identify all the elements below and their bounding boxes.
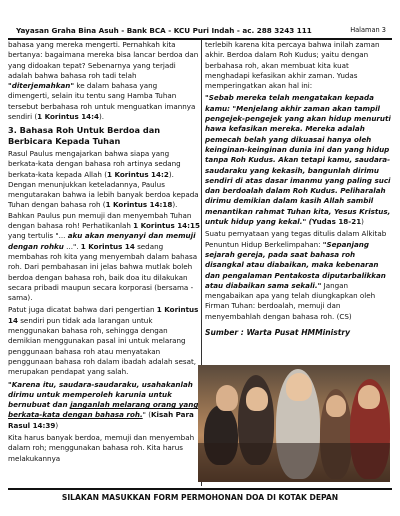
- quote: aku akan menyanyi dan memuji dengan rohku: [8, 231, 196, 251]
- scripture-reference: Kisah Para Rasul 14:39: [8, 410, 194, 430]
- right-column: [205, 40, 391, 338]
- text: Rasul Paulus mengajarkan bahwa siapa yang berkata-kata dengan bahasa roh artinya sedang berkata-kata kepada Allah (: [8, 148, 181, 179]
- page-footer: SILAKAN MASUKKAN FORM PERMOHONAN DOA DI KOTAK DEPAN: [61, 493, 339, 502]
- text: ): [55, 420, 59, 430]
- source-credit: Sumber : Warta Pusat HMMinistry: [205, 328, 351, 338]
- quote: "Sepanjang sejarah gereja, pada saat bahasa roh disangkal atau diabaikan, maka kebenaran dan pengalaman Pentakosta diputarbalikkan atau diabaikan sama sekali.": [205, 239, 386, 290]
- footer-rule: [8, 488, 392, 490]
- paragraph: terlebih karena kita percaya bahwa inilah zaman akhir. Berdoa dalam Roh Kudus; yaitu dengan berbahasa roh, akan membuat kita kuat menghadapi kefasikan akhir zaman. Yudas memperingatkan akan hal ini:: [205, 40, 380, 91]
- scripture-reference: 1 Korintus 14: [8, 305, 199, 325]
- emphasis: "diterjemahkan": [8, 81, 75, 91]
- paragraph: [8, 149, 200, 303]
- quote: "Sebab mereka telah mengatakan kepada kamu: "Menjelang akhir zaman akan tampil pengejek-pengejek yang akan hidup menuruti hawa kefasikan mereka. Mereka adalah pemecah belah yang dikuasai hanya oleh keinginan-keinginan dunia ini dan yang hidup tanpa Roh Kudus. Akan tetapi kamu, saudara-saudaraku yang kekasih, bangunlah dirimu sendiri di atas dasar imanmu yang paling suci dan: [205, 93, 391, 196]
- quote: . Peliharalah dirimu demikian dalam kasih Allah sambil menantikan rahmat Tuhan kita, Yesus Kristus, untuk hidup yang kekal." (: [205, 186, 391, 227]
- section-heading: 3. Bahasa Roh Untuk Berdoa dan Berbicara Kepada Tuhan: [8, 125, 161, 147]
- quote-paragraph: [8, 380, 200, 431]
- paragraph: [205, 229, 391, 322]
- text: ...".: [63, 241, 81, 251]
- scripture-reference: 1 Korintus 14:4: [37, 112, 99, 122]
- scripture-reference: Yudas 18-21: [311, 217, 362, 227]
- scripture-reference: 1 Korintus 14:15: [133, 221, 200, 231]
- quote-emphasis: janganlah melarang orang yang berkata-kata dengan bahasa roh.: [8, 400, 199, 420]
- text: Jangan mengabaikan apa yang telah diungkapkan oleh Firman Tuhan: berdoalah, memuji dan menyembahlah dengan bahasa roh. (CS): [205, 280, 376, 321]
- paragraph: [8, 40, 200, 122]
- text: sedang membahas roh kita yang menyembah dalam bahasa roh. Dari pembahasan ini jelas bahwa mutlak boleh berdoa dengan bahasa roh, baik doa itu dilakukan secara pribadi maupun secara korporasi (bersama -sama).: [8, 241, 198, 303]
- text: ). Bahkan Paulus pun memuji dan menyembah Tuhan dengan bahasa roh! Perhatikanlah: [8, 200, 192, 231]
- text: ke dalam bahasa yang dimengerti, selain itu tentu sang Hamba Tuhan tersebut berbahasa roh untuk menguatkan imannya sendiri (: [8, 81, 196, 122]
- text: ). Dengan menunjukkan keteladannya, Paulus mengutarakan bahwa ia lebih banyak berdoa kepada Tuhan dengan bahasa roh (: [8, 169, 199, 210]
- text: yang tertulis "...: [8, 231, 68, 241]
- text: sendiri pun tidak ada larangan untuk menggunakan bahasa roh, sehingga dengan demikian menggunakan pasal ini untuk melarang penggunaan bahasa roh atau menyatakan penggunaan bahasa roh dalam ibadah adalah sesat, merupakan pendapat yang salah.: [8, 315, 197, 377]
- paragraph: [8, 305, 200, 377]
- text: ): [361, 217, 364, 227]
- quote: "Karena itu, saudara-saudaraku, usahakanlah dirimu untuk memperoleh karunia untuk bernubuat dan: [8, 379, 193, 410]
- quote-emphasis: berdoalah dalam Roh Kudus: [222, 186, 336, 196]
- paragraph: Kita harus banyak berdoa, memuji dan menyembah dalam roh; menggunakan bahasa roh. Kita harus melakukannya: [8, 432, 195, 463]
- scripture-reference: 1 Korintus 14:2: [107, 169, 169, 179]
- left-column: [8, 40, 200, 464]
- text: bahasa yang mereka mengerti. Pernahkah kita bertanya: bagaimana mereka bisa lancar berdoa dan yang didoakan tepat? Sebenarnya yang terjadi adalah bahwa bahasa roh tadi telah: [8, 40, 199, 80]
- quote-paragraph: [205, 93, 391, 227]
- scripture-reference: 1 Korintus 14: [80, 241, 135, 251]
- text: " (: [142, 410, 152, 420]
- scripture-reference: 1 Korintus 14:18: [105, 200, 173, 210]
- text: Patut juga dicatat bahwa dari pengertian: [8, 305, 157, 315]
- page-number: Halaman 3: [350, 26, 386, 34]
- header-organization: Yayasan Graha Bina Asuh - Bank BCA - KCU Puri Indah - ac. 288 3243 111: [16, 26, 312, 35]
- worship-crowd-photo: [198, 365, 390, 482]
- text: Suatu pernyataan yang tegas ditulis dalam Alkitab Penuntun Hidup Berkelimpahan:: [205, 229, 387, 249]
- page-header: [8, 24, 392, 37]
- text: ).: [98, 112, 105, 122]
